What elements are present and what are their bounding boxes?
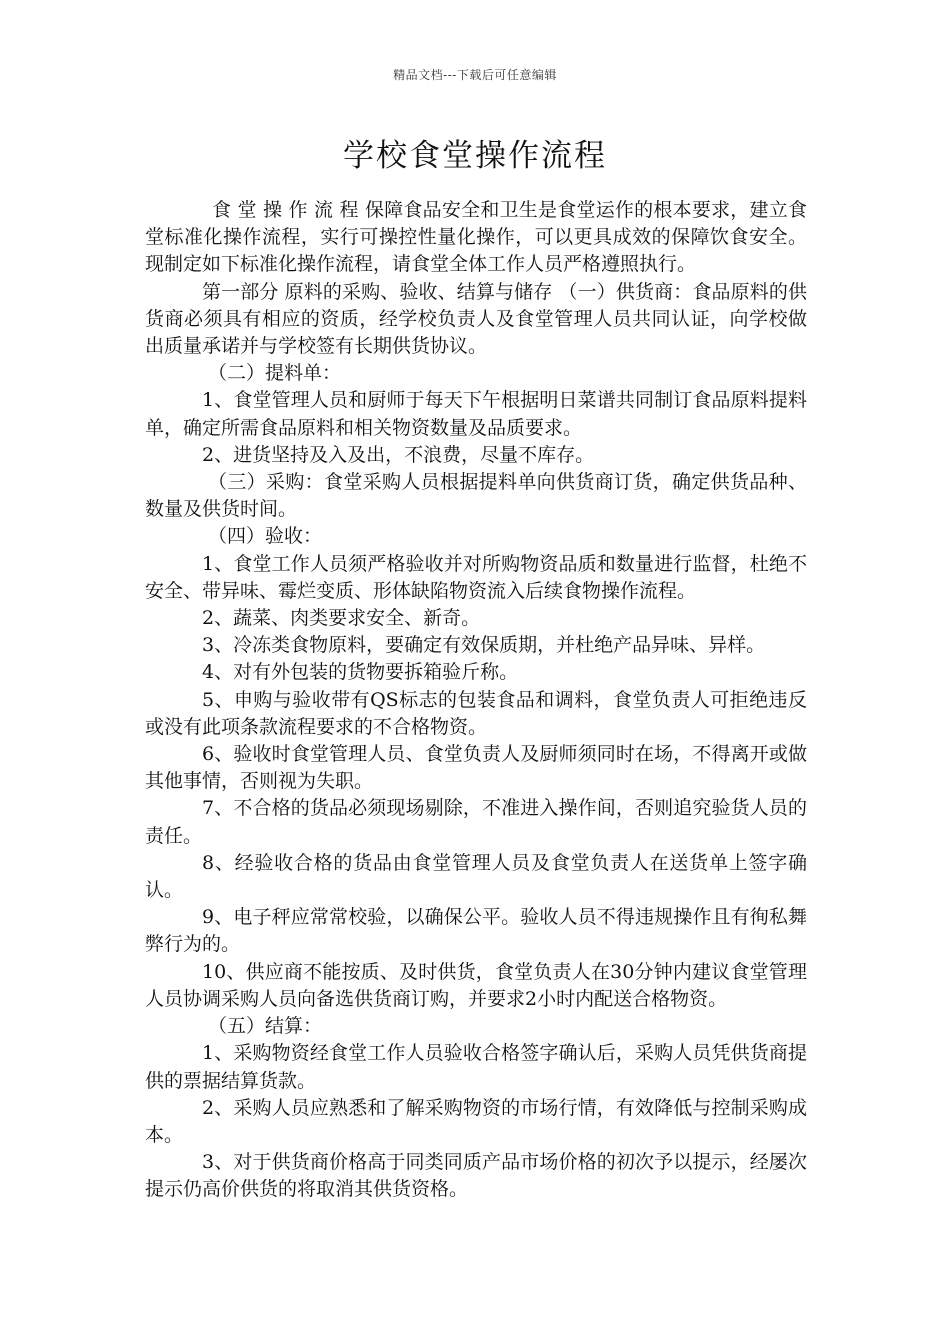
- list-item: 6、验收时食堂管理人员、食堂负责人及厨师须同时在场，不得离开或做其他事情，否则视为失职。: [145, 743, 807, 793]
- list-item: 7、不合格的货品必须现场剔除，不准进入操作间，否则追究验货人员的责任。: [145, 797, 807, 847]
- list-item: 5、申购与验收带有QS标志的包装食品和调料，食堂负责人可拒绝违反或没有此项条款流程要求的不合格物资。: [145, 688, 807, 738]
- subheading-settlement: （五）结算：: [208, 1015, 323, 1038]
- list-item: 3、冷冻类食物原料，要确定有效保质期，并杜绝产品异味、异样。: [202, 634, 766, 657]
- list-item: 1、食堂管理人员和厨师于每天下午根据明日菜谱共同制订食品原料提料单，确定所需食品原料和相关物资数量及品质要求。: [145, 389, 807, 439]
- list-item: 2、蔬菜、肉类要求安全、新奇。: [202, 607, 481, 630]
- paragraph-intro: 食 堂 操 作 流 程 保障食品安全和卫生是食堂运作的根本要求，建立食堂标准化操作流程，实行可操控性量化操作，可以更具成效的保障饮食安全。现制定如下标准化操作流程，请食堂全体工作人员严格遵照执行。: [145, 199, 807, 276]
- document-body: [145, 197, 807, 1204]
- list-item: 9、电子秤应常常校验，以确保公平。验收人员不得违规操作且有徇私舞弊行为的。: [145, 906, 807, 956]
- subheading-inspection: （四）验收：: [208, 525, 323, 548]
- page-title: 学校食堂操作流程: [343, 138, 607, 174]
- list-item: 10、供应商不能按质、及时供货，食堂负责人在30分钟内建议食堂管理人员协调采购人员向备选供货商订购，并要求2小时内配送合格物资。: [145, 960, 807, 1010]
- list-item: 2、采购人员应熟悉和了解采购物资的市场行情，有效降低与控制采购成本。: [145, 1096, 807, 1146]
- list-item: 8、经验收合格的货品由食堂管理人员及食堂负责人在送货单上签字确认。: [145, 851, 807, 902]
- paragraph-purchase: （三）采购：食堂采购人员根据提料单向供货商订货，确定供货品种、数量及供货时间。: [145, 471, 807, 521]
- paragraph-section-1: 第一部分 原料的采购、验收、结算与储存 （一）供货商：食品原料的供货商必须具有相应的资质，经学校负责人及食堂管理人员共同认证，向学校做出质量承诺并与学校签有长期供货协议。: [145, 280, 807, 358]
- subheading-requisition: （二）提料单：: [208, 362, 342, 385]
- header-note: 精品文档---下载后可任意编辑: [393, 68, 557, 82]
- list-item: 3、对于供货商价格高于同类同质产品市场价格的初次予以提示，经屡次提示仍高价供货的将取消其供货资格。: [145, 1151, 807, 1201]
- list-item: 1、食堂工作人员须严格验收并对所购物资品质和数量进行监督，杜绝不安全、带异味、霉烂变质、形体缺陷物资流入后续食物操作流程。: [145, 552, 807, 602]
- list-item: 4、对有外包装的货物要拆箱验斤称。: [202, 661, 519, 684]
- list-item: 2、进货坚持及入及出，不浪费，尽量不库存。: [202, 443, 595, 466]
- list-item: 1、采购物资经食堂工作人员验收合格签字确认后，采购人员凭供货商提供的票据结算货款。: [145, 1042, 807, 1092]
